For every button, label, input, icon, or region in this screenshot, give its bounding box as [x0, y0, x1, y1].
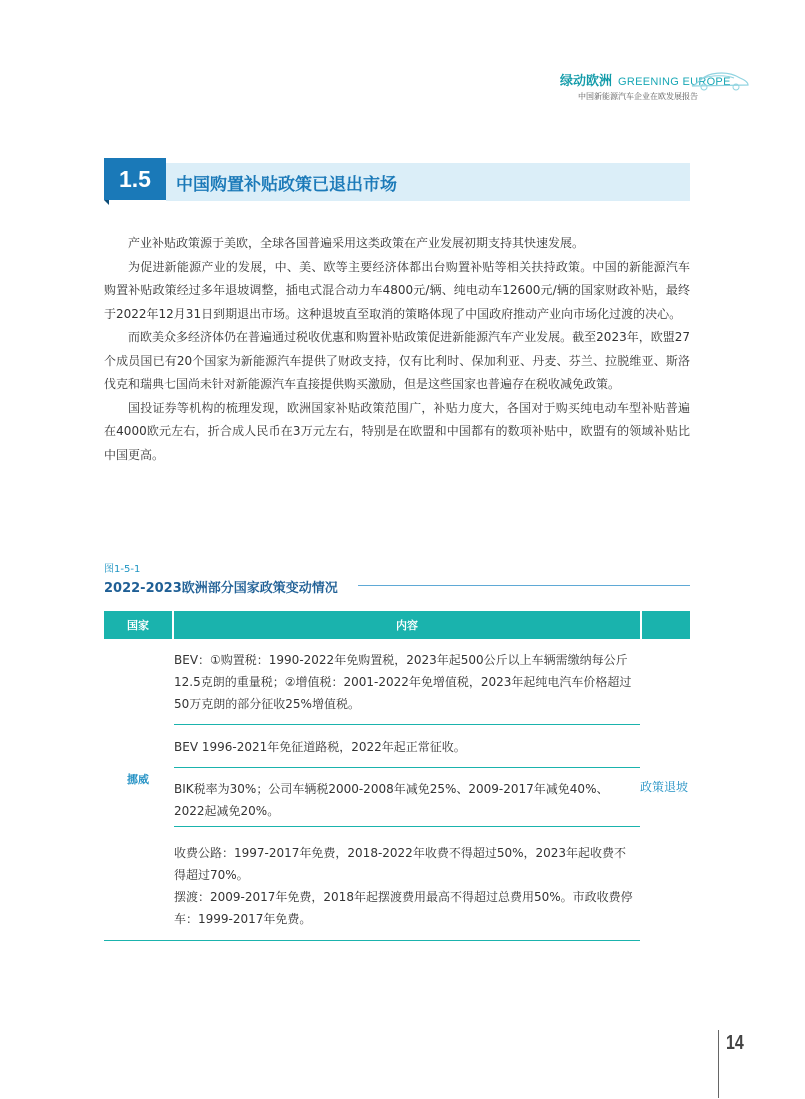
row-divider — [174, 767, 640, 768]
table-row — [174, 842, 636, 930]
row-text: 收费公路：1997-2017年免费，2018-2022年收费不得超过50%，2023年起收费不得超过70%。 — [174, 846, 627, 882]
table-bottom-rule — [104, 940, 640, 941]
row-text: BIK税率为30%；公司车辆税2000-2008年减免25%、2009-2017年减免40%、2022起减免20%。 — [174, 782, 609, 818]
page-number: 14 — [726, 1032, 744, 1054]
paragraph: 国投证券等机构的梳理发现，欧洲国家补贴政策范围广，补贴力度大，各国对于购买纯电动车型补贴普遍在4000欧元左右，折合成人民币在3万元左右，特别是在欧盟和中国都有的数项补贴中，欧盟有的领域补贴比中国更高。 — [104, 400, 690, 462]
figure-title-rule — [358, 585, 690, 586]
section-title: 中国购置补贴政策已退出市场 — [176, 174, 397, 195]
header-country: 国家 — [104, 611, 172, 639]
figure-title: 2022-2023欧洲部分国家政策变动情况 — [104, 581, 338, 596]
paragraph: 产业补贴政策源于美欧，全球各国普遍采用这类政策在产业发展初期支持其快速发展。 — [128, 236, 585, 250]
row-divider — [174, 826, 640, 827]
paragraph: 而欧美众多经济体仍在普遍通过税收优惠和购置补贴政策促进新能源汽车产业发展。截至2023年，欧盟27个成员国已有20个国家为新能源汽车提供了财政支持，仅有比利时、保加利亚、丹麦、芬兰、拉脱维亚、斯洛伐克和瑞典七国尚未针对新能源汽车直接提供购买激励，但是这些国家也普遍存在税收减免政策。 — [104, 330, 691, 391]
table-row — [174, 736, 636, 758]
section-badge-fold — [104, 200, 109, 205]
table-header-row — [104, 611, 690, 639]
body-text — [104, 232, 690, 467]
report-subtitle: 中国新能源汽车企业在欧发展报告 — [578, 92, 698, 101]
brand-cn: 绿动欧洲 — [560, 74, 613, 89]
row-divider — [174, 724, 640, 725]
policy-table — [104, 611, 690, 941]
section-heading — [166, 163, 690, 201]
car-outline-icon — [690, 66, 750, 92]
table-row — [174, 778, 636, 822]
paragraph: 为促进新能源产业的发展，中、美、欧等主要经济体都出台购置补贴等相关扶持政策。中国的新能源汽车购置补贴政策经过多年退坡调整，插电式混合动力车4800元/辆、纯电动车12600元/辆的国家财政补贴，最终于2022年12月31日到期退出市场。这种退坡直至取消的策略体现了中国政府推动产业向市场化过渡的决心。 — [104, 259, 690, 321]
header-content: 内容 — [174, 611, 640, 639]
brand-en: GREENING EUROPE — [618, 76, 731, 88]
row-text: BEV：①购置税：1990-2022年免购置税，2023年起500公斤以上车辆需缴纳每公斤12.5克朗的重量税；②增值税：2001-2022年免增值税，2023年起纯电汽车价格超过50万克朗的部分征收25%增值税。 — [174, 653, 632, 711]
header-status — [642, 611, 690, 639]
table-row — [174, 649, 636, 715]
row-text: 摆渡：2009-2017年免费，2018年起摆渡费用最高不得超过总费用50%。市政收费停车：1999-2017年免费。 — [174, 890, 633, 926]
row-text: BEV 1996-2021年免征道路税，2022年起正常征收。 — [174, 740, 466, 754]
figure-label: 图1-5-1 — [104, 564, 141, 575]
page-number-rule — [718, 1030, 719, 1098]
section-number: 1.5 — [104, 158, 166, 200]
status-cell: 政策退坡 — [639, 780, 688, 794]
country-cell: 挪威 — [127, 773, 149, 786]
